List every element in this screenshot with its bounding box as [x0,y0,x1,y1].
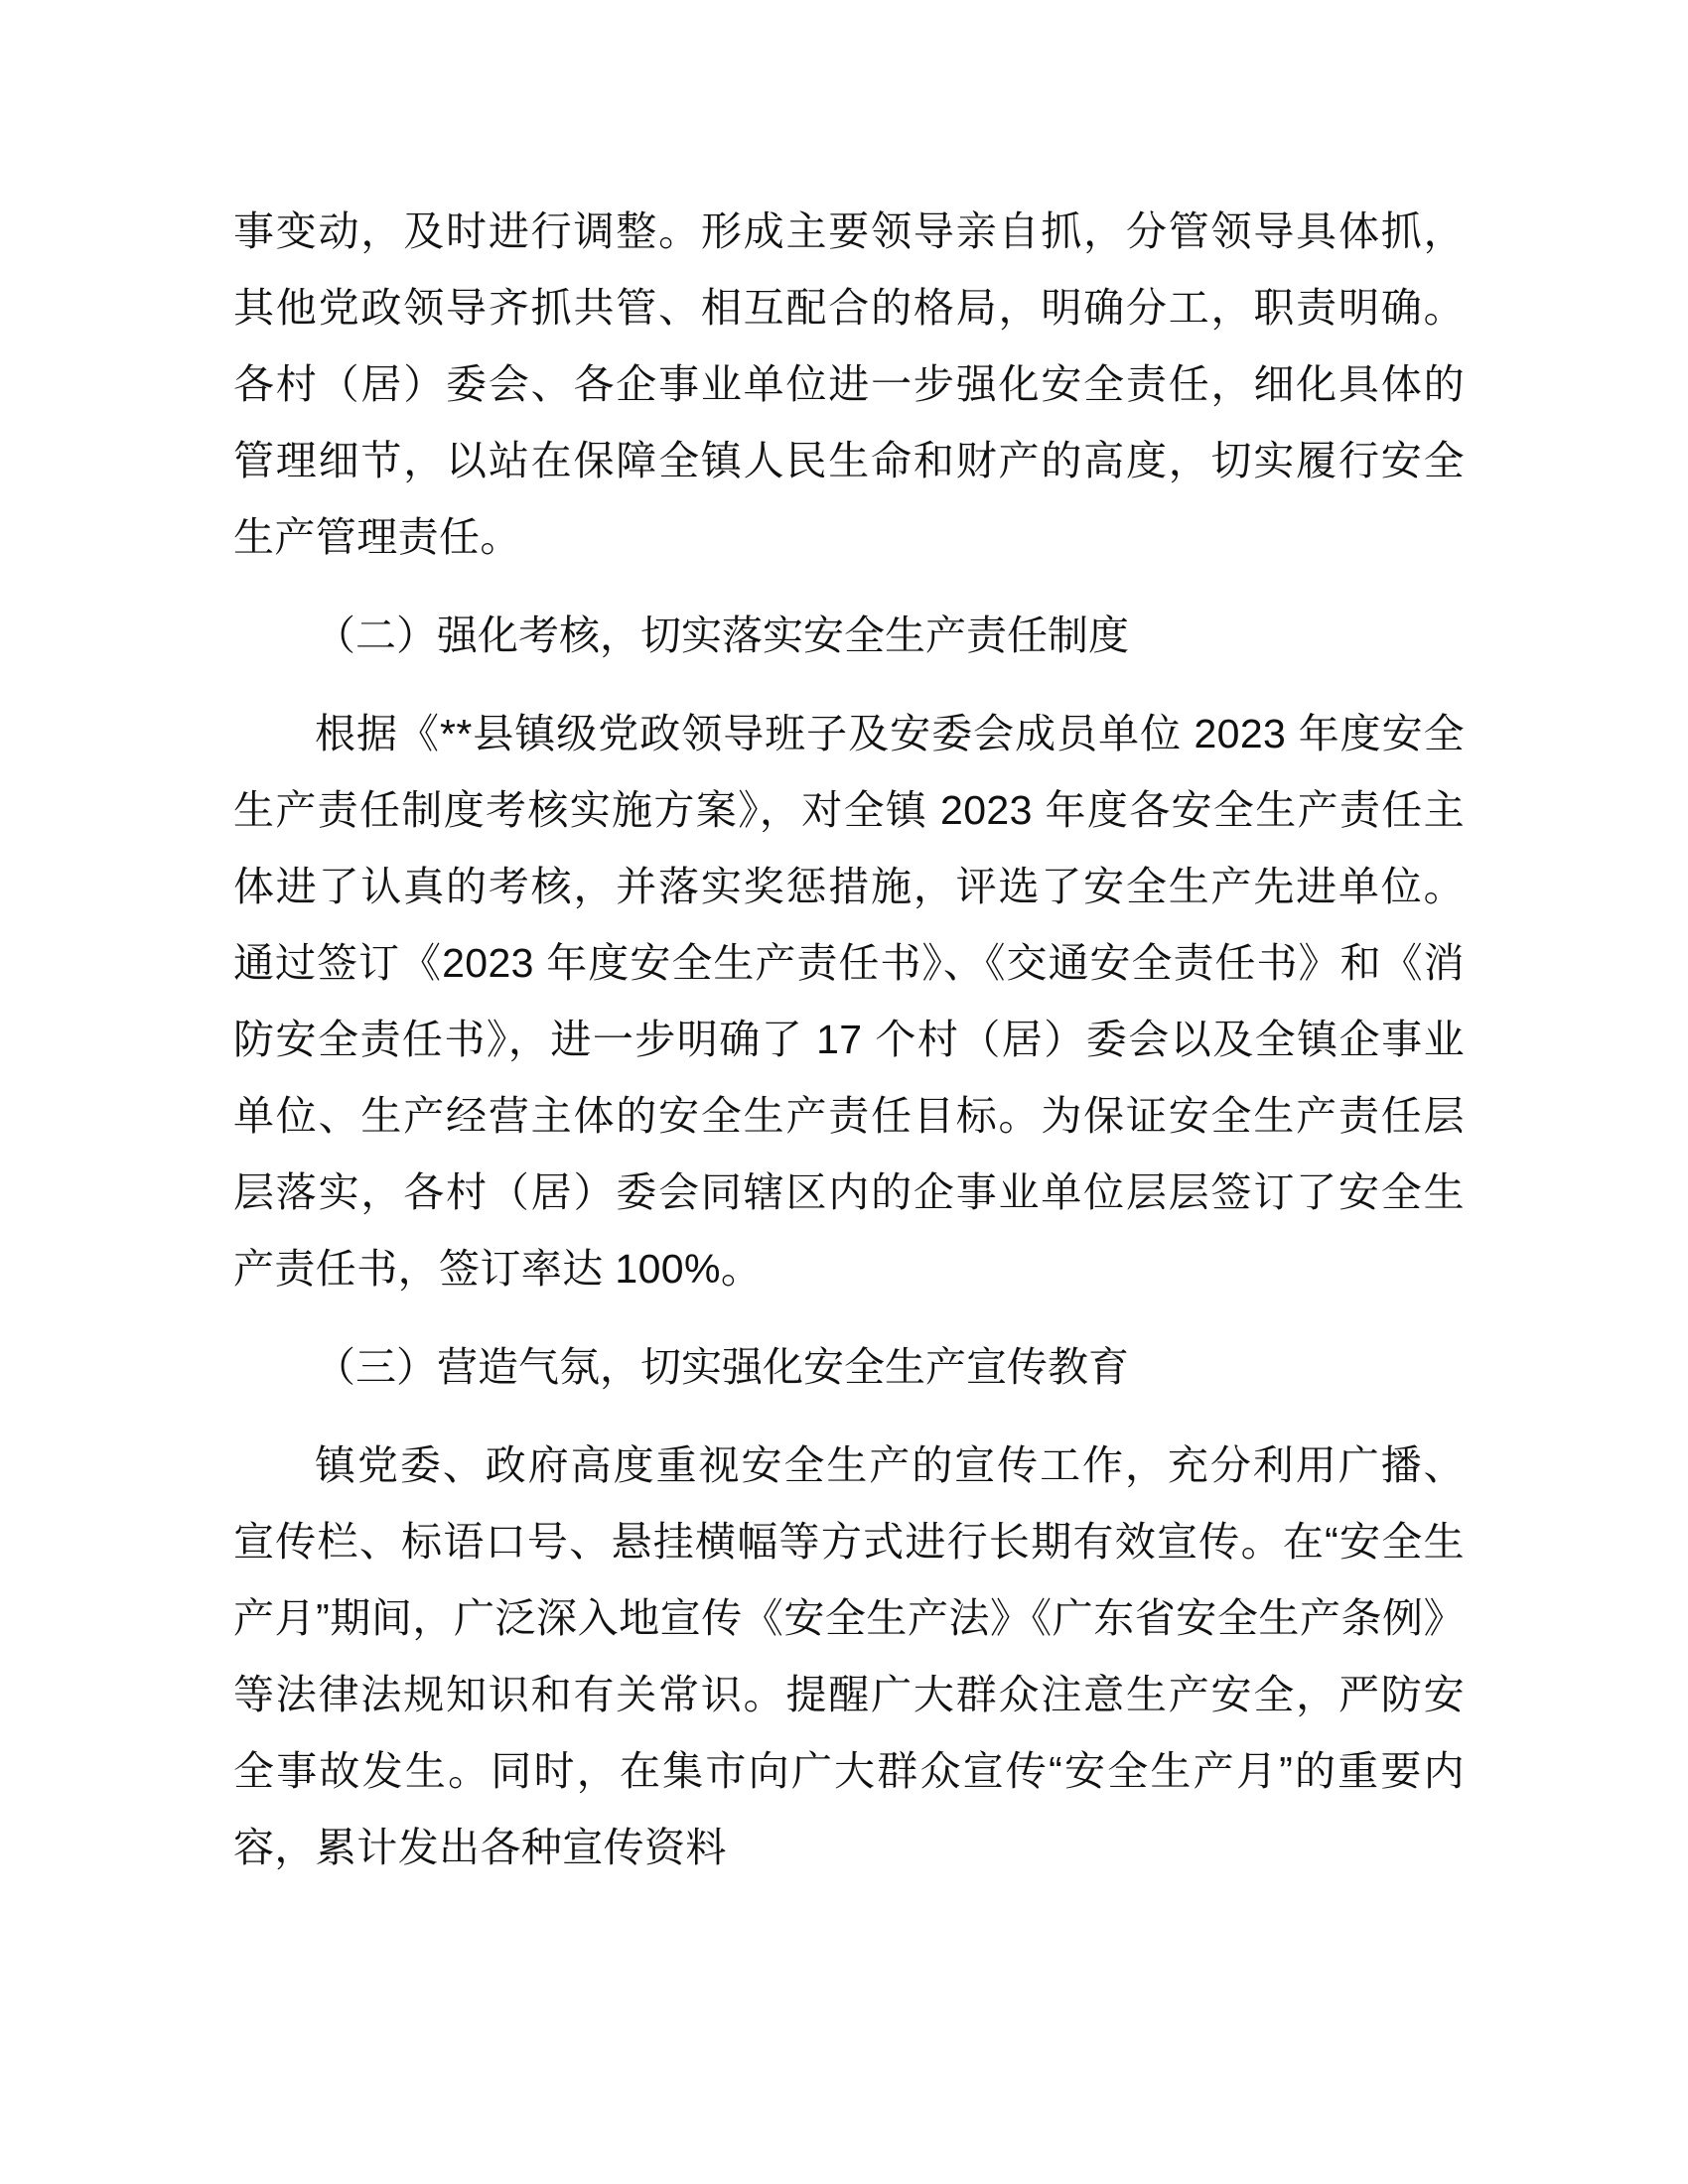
spacer [233,1307,1465,1329]
paragraph-continued: 事变动，及时进行调整。形成主要领导亲自抓，分管领导具体抓，其他党政领导齐抓共管、相互配合的格局，明确分工，职责明确。各村（居）委会、各企事业单位进一步强化安全责任，细化具体的管理细节，以站在保障全镇人民生命和财产的高度，切实履行安全生产管理责任。 [233,208,1465,560]
document-body [233,194,1465,1886]
spacer [233,576,1465,598]
paragraph-assessment: 根据《**县镇级党政领导班子及安委会成员单位 2023 年度安全生产责任制度考核实施方案》，对全镇 2023 年度各安全生产责任主体进了认真的考核，并落实奖惩措施，评选了安全生产先进单位。通过签订《2023 年度安全生产责任书》、《交通安全责任书》和《消防安全责任书》，进一步明确了 17 个村（居）委会以及全镇企事业单位、生产经营主体的安全生产责任目标。为保证安全生产责任层层落实，各村（居）委会同辖区内的企事业单位层层签订了安全生产责任书，签订率达 100%。 [233,711,1465,1292]
section-heading-three: （三）营造气氛，切实强化安全生产宣传教育 [315,1344,1129,1390]
spacer [233,1406,1465,1428]
paragraph-publicity: 镇党委、政府高度重视安全生产的宣传工作，充分利用广播、宣传栏、标语口号、悬挂横幅等方式进行长期有效宣传。在“安全生产月”期间，广泛深入地宣传《安全生产法》《广东省安全生产条例》等法律法规知识和有关常识。提醒广大群众注意生产安全，严防安全事故发生。同时，在集市向广大群众宣传“安全生产月”的重要内容，累计发出各种宣传资料 [233,1442,1465,1870]
spacer [233,674,1465,696]
section-heading-two: （二）强化考核，切实落实安全生产责任制度 [315,613,1129,658]
